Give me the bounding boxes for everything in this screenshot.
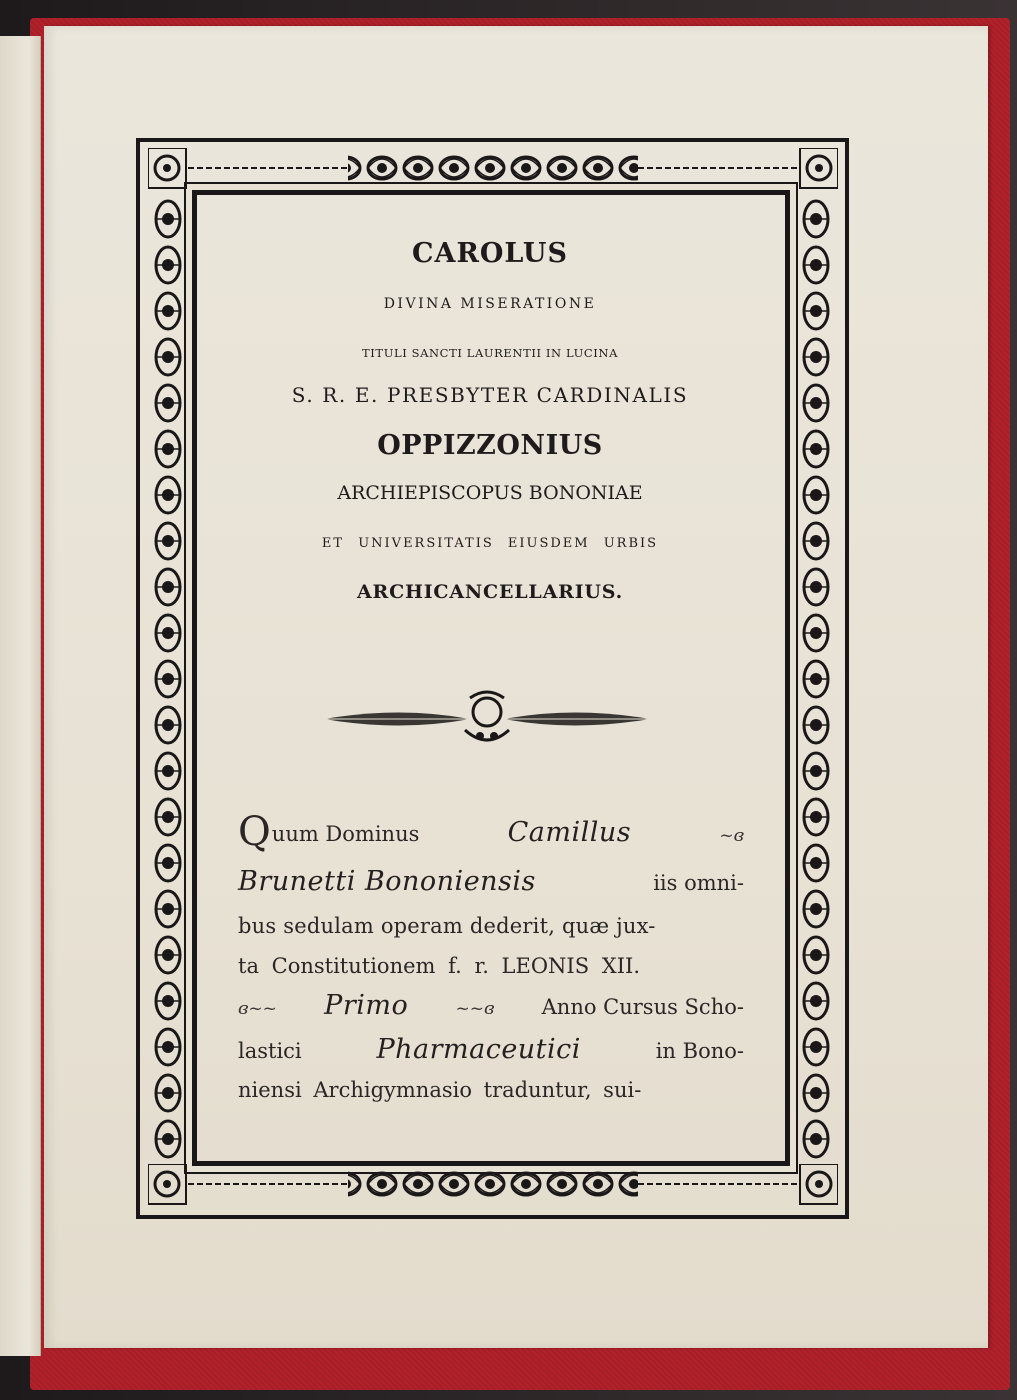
cardinal-first-name: CAROLUS [412,238,568,269]
printed-text: lastici [238,1039,302,1063]
printed-text: iis omni- [653,871,744,895]
printed-text: uum Dominus [271,822,420,846]
body-line-4: ta Constitutionem f. r. LEONIS XII. [238,954,641,978]
ornament-top-band [148,148,838,194]
drop-cap: Q [238,809,271,855]
handwritten-year: Primo [324,990,409,1021]
handwritten-surname-origin: Brunetti Bononiensis [238,866,536,897]
heading-archicancellarius: ARCHICANCELLARIUS. [356,581,624,603]
body-line-7: niensi Archigymnasio traduntur, sui- [238,1078,642,1102]
cardinal-surname: OPPIZZONIUS [377,430,603,461]
body-line-3: bus sedulam operam dederit, quæ jux- [238,914,656,938]
ornament-right-band [796,196,836,1162]
heading-universitatis: ET UNIVERSITATIS EIUSDEM URBIS [321,536,659,551]
handwritten-given-name: Camillus [507,817,632,848]
body-line-5 [238,990,744,1021]
ornament-bottom-band [148,1164,838,1210]
heading-archiepiscopus: ARCHIEPISCOPUS BONONIAE [337,482,643,504]
printed-text: in Bono- [655,1039,744,1063]
heading-tituli: TITULI SANCTI LAURENTII IN LUCINA [362,346,618,360]
pen-flourish: ~~ɞ [455,999,495,1019]
left-page-edge [0,36,41,1356]
handwritten-faculty: Pharmaceutici [376,1034,581,1065]
body-line-1 [238,809,744,855]
ornament-left-band [148,196,188,1162]
printed-text: Anno Cursus Scho- [541,995,744,1019]
pen-flourish: ~ɞ [719,826,744,846]
heading-divina-miseratione: DIVINA MISERATIONE [383,296,597,312]
body-line-2 [238,866,744,897]
body-line-6 [238,1034,744,1065]
ornamental-divider [320,688,654,750]
pen-flourish: ɞ~~ [238,999,277,1019]
heading-presbyter-cardinalis: S. R. E. PRESBYTER CARDINALIS [291,383,689,407]
